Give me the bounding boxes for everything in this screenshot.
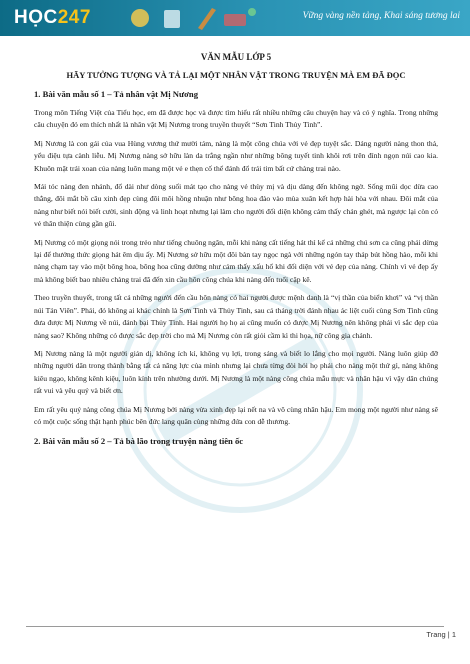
document-body — [34, 52, 438, 446]
site-header — [0, 0, 470, 36]
paragraph: Mái tóc nàng đen nhánh, đổ dài như dòng suối mát tạo cho nàng vẻ thùy mị và dịu dàng đến không ngờ. Sống mũi dọc dừa cao thẳng, đôi mắt bồ câu xinh đẹp cùng đôi môi hồng nhuận như bông hoa đào vào mùa xuân kết hợp hài hòa với nhau. Đôi mắt của nàng như biết nói biết cười, sinh động và linh hoạt nhưng lại làm cho người đối diện không cảm thấy chán ghét, mà ngược lại còn có vẻ thân thiện cùng gần gũi. — [34, 182, 438, 229]
document-title: VĂN MẪU LỚP 5 — [200, 52, 272, 62]
site-slogan: Vững vàng nền tảng, Khai sáng tương lai — [302, 11, 460, 21]
paragraph: Em rất yêu quý nàng công chúa Mị Nương bởi nàng vừa xinh đẹp lại nết na và vô cùng nhân hậu. Em mong một người như nàng sẽ có một cuộc sống thật hạnh phúc bên đức lang quân cùng những đứa con dễ thương. — [34, 404, 438, 426]
paragraph: Mị Nương có một giọng nói trong trẻo như tiếng chuông ngân, mỗi khi nàng cất tiếng hát thì kể cả những chú sơn ca cũng phải dừng lại để thưởng thức giọng hát êm dịu ấy. Mị Nương sở hữu một đôi bàn tay ngọc ngà với những ngón tay tháp bút hồng hào, mỗi khi nàng chạm tay vào một bông hoa, bông hoa cũng dường như cảm thấy xấu hổ khi đối diện với vẻ đẹp của nàng. Chính vì vẻ đẹp ấy mà không biết bao nhiêu chàng trai đã đến xin cầu hôn công chúa khi nàng đến tuổi cập kê. — [34, 237, 438, 284]
paragraph: Mị Nương nàng là một người giản dị, không ích kỉ, không vụ lợi, trong sáng và biết lo lắng cho mọi người. Nàng luôn giúp đỡ những người dân trong thành bằng tất cả năng lực của mình nhưng lại chưa từng đòi hỏi họ phải cho nàng một thứ gì, nàng không kiêu ngạo, không kênh kiệu, luôn kính trên nhường dưới. Mị Nương là một nàng công chúa mẫu mực và nhân hậu vì vậy dân chúng rất vui và yêu quý và biết ơn. — [34, 348, 438, 396]
paragraph: Trong môn Tiếng Việt của Tiểu học, em đã được học và được tìm hiểu rất nhiều những câu chuyện hay và có ý nghĩa. Trong những câu chuyện đó em thích nhất là nhân vật Mị Nương trong truyền thuyết “Sơn Tinh Thủy Tinh”. — [34, 108, 438, 130]
footer-divider — [26, 626, 444, 627]
page-number: Trang | 1 — [426, 630, 456, 639]
logo-number: 247 — [57, 7, 91, 28]
section-2-heading: 2. Bài văn mẫu số 2 – Tả bà lão trong truyện nàng tiên ốc — [34, 436, 244, 447]
paragraph: Mị Nương là con gái của vua Hùng vương thứ mười tám, nàng là một công chúa với vẻ đẹp tuyệt sắc. Dáng người nàng thon thả, yểu điệu tựa cành liễu. Mị Nương nàng sở hữu làn da trắng ngần như những bông tuyết tinh khôi rơi trên đỉnh ngọn núi cao kia. Khuôn mặt trái xoan của nàng luôn mang một vẻ e thẹn cố thể đánh đổ trái tim bất cứ chàng trai nào. — [34, 138, 438, 173]
paragraph: Theo truyền thuyết, trong tất cả những người đến cầu hôn nàng có hai người được mệnh danh là “vị thần của biển khơi” và “vị thần núi Tản Viên”. Phải, đó không ai khác chính là Sơn Tinh và Thủy Tinh, sau cả tháng trời đánh nhau ác liệt cuối cùng Sơn Tinh cũng đưa được Mị Nương về núi, đánh bại Thủy Tinh. Hai người họ họ ai cũng muốn có được Mị Nương nên không phải vì sắc đẹp của nàng sao? Không những có được sắc đẹp trời cho mà Mị Nương còn rất giỏi cầm kì thi họa, nữ công gia chánh. — [34, 293, 438, 340]
logo-prefix: HỌC — [14, 7, 58, 28]
section-1-heading: 1. Bài văn mẫu số 1 – Tả nhân vật Mị Nương — [34, 89, 198, 99]
site-logo[interactable] — [14, 6, 91, 30]
document-subtitle: HÃY TƯỞNG TƯỢNG VÀ TẢ LẠI MỘT NHÂN VẬT TRONG TRUYỆN MÀ EM ĐÃ ĐỌC — [66, 70, 406, 80]
school-supplies-decoration-icon — [120, 4, 260, 32]
